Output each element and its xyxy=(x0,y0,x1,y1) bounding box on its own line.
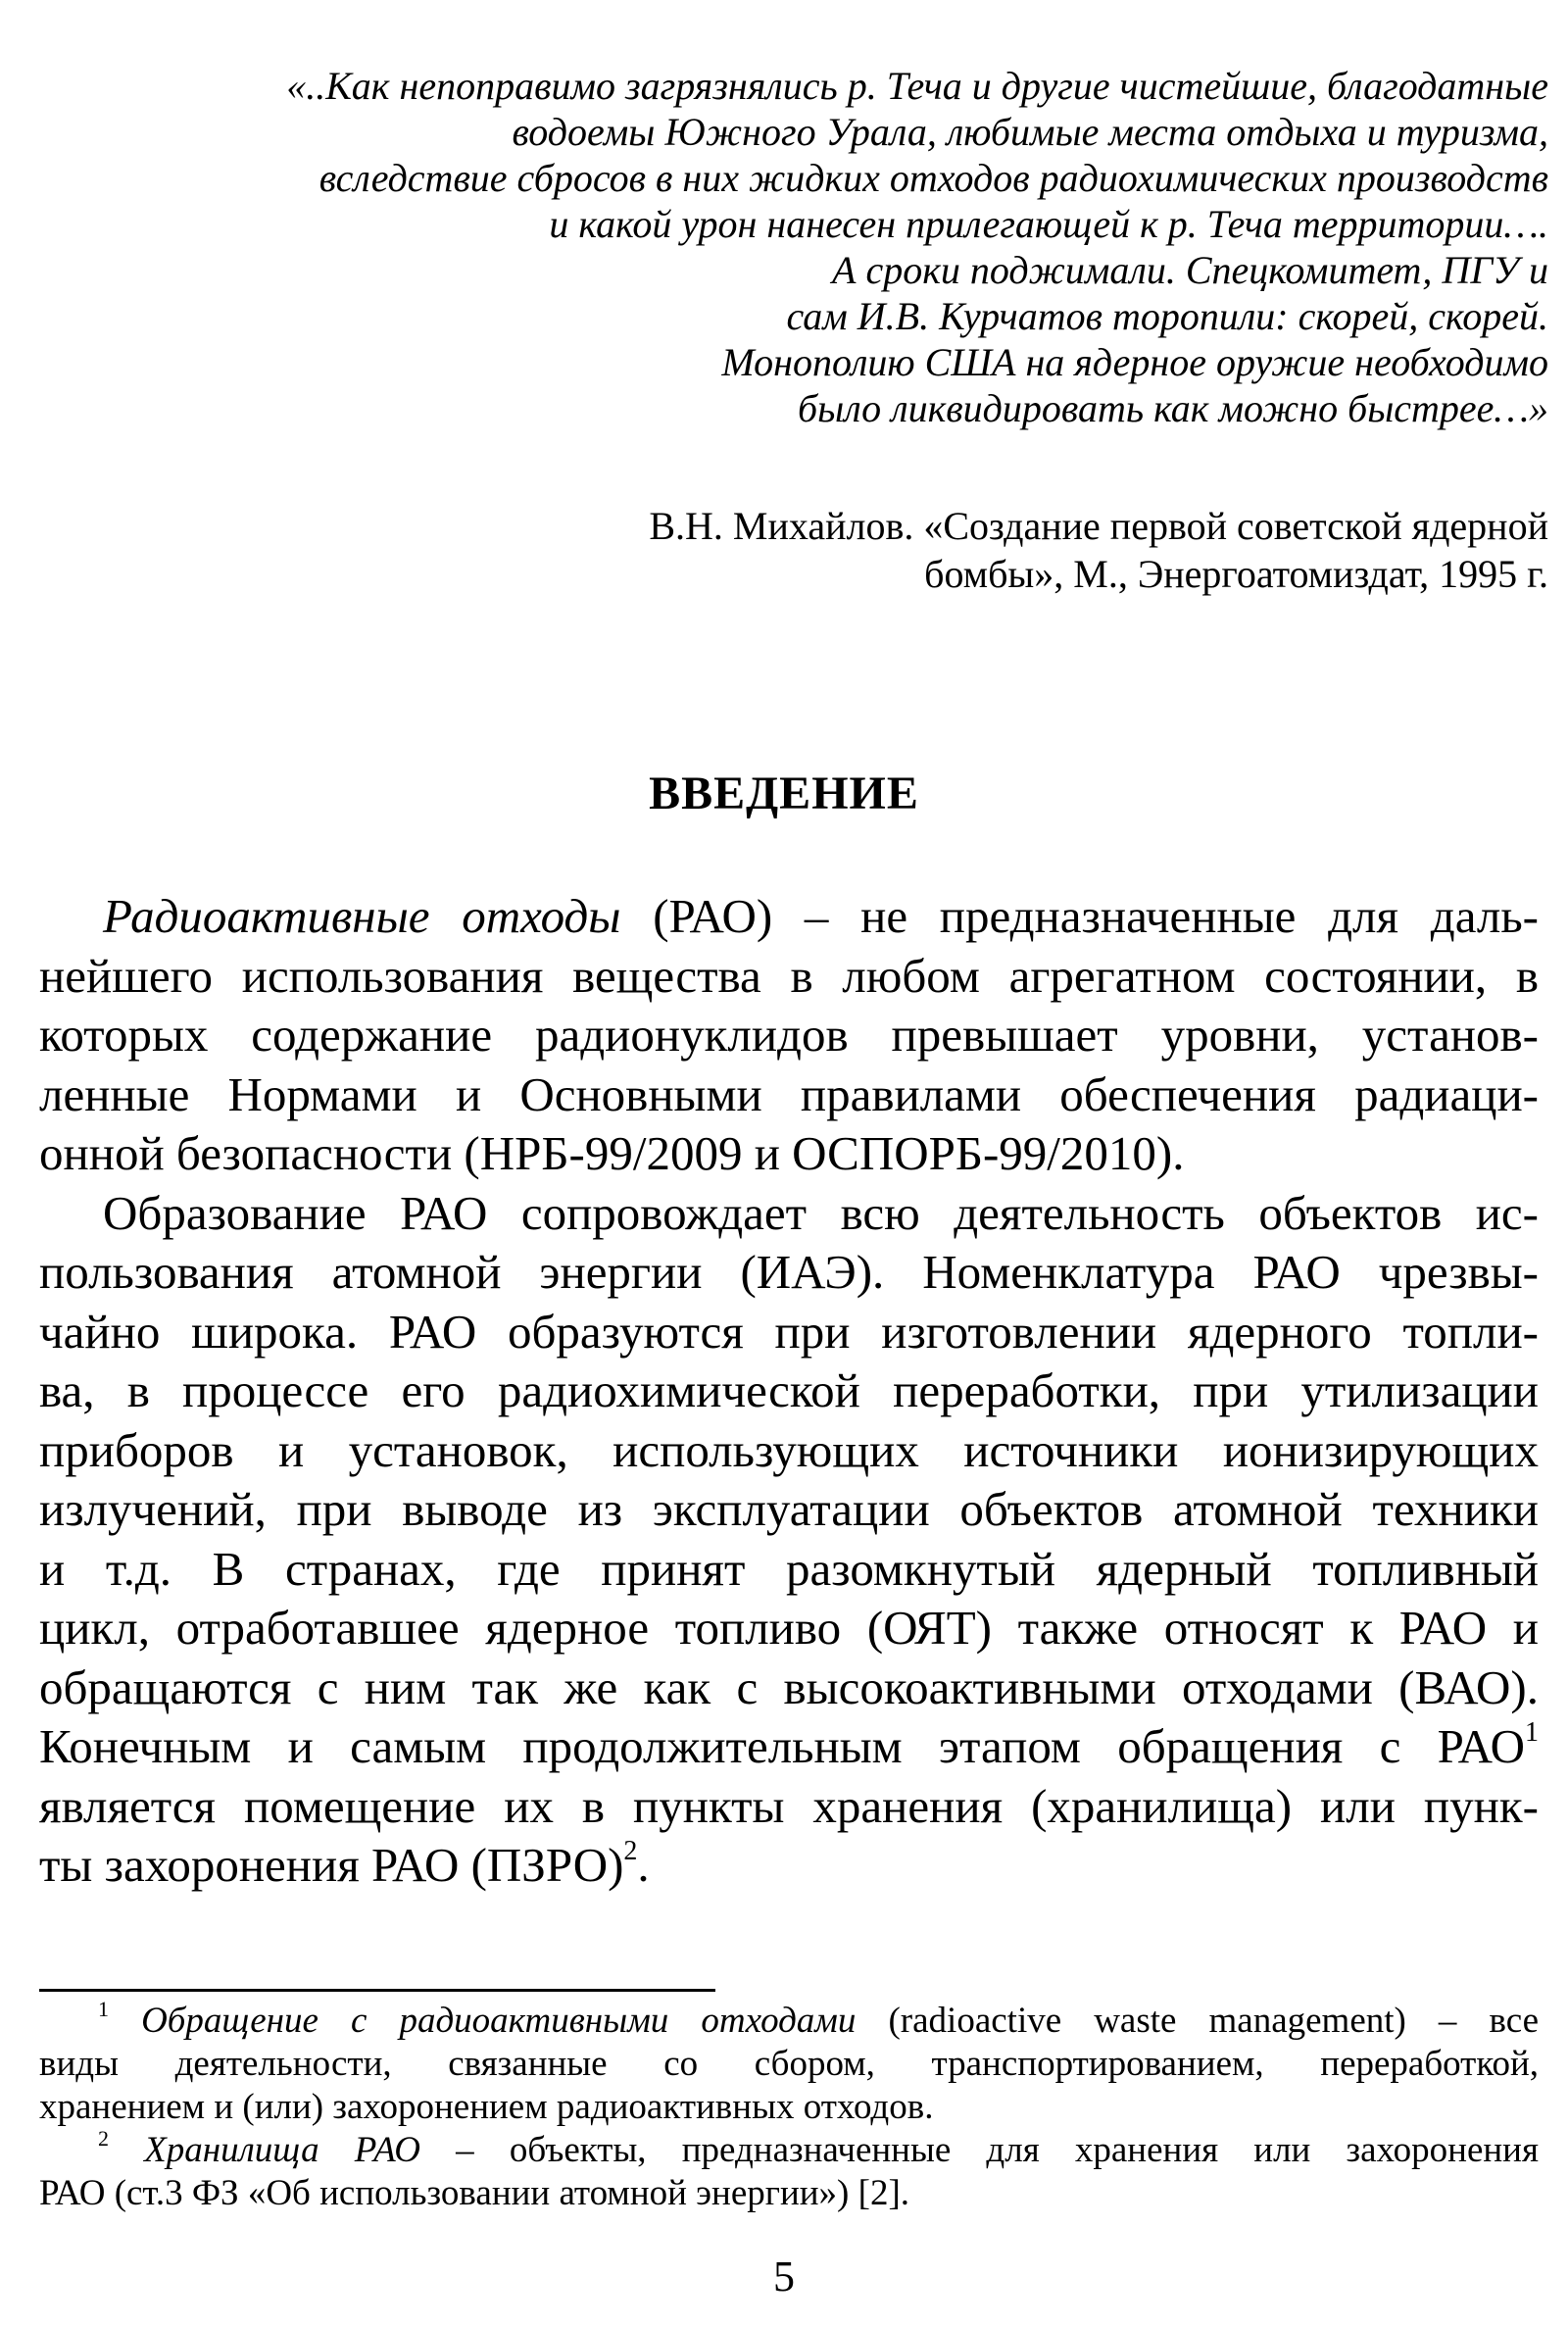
epigraph-line: «..Как непоправимо загрязнялись р. Теча и другие чистейшие, благодатные xyxy=(286,64,1548,108)
footnote-ref-1[interactable]: 1 xyxy=(1525,1717,1539,1748)
paragraph-text: . xyxy=(637,1838,650,1892)
paragraph-line: онной безопасности (НРБ-99/2009 и ОСПОРБ-99/2010). xyxy=(39,1126,1185,1180)
paragraph-1 xyxy=(39,887,1539,1184)
paragraph-line xyxy=(39,887,1539,947)
paragraph-line: обращаются с ним так же как с высокоактивными отходами (ВАО). xyxy=(39,1659,1539,1714)
footnote-2 xyxy=(39,2126,1539,2215)
paragraph-line: Образование РАО сопровождает всю деятельность объектов ис- xyxy=(103,1185,1539,1240)
source-line: В.Н. Михайлов. «Создание первой советской ядерной xyxy=(649,504,1548,548)
paragraph-text: ты захоронения РАО (ПЗРО) xyxy=(39,1838,624,1892)
epigraph-line: вследствие сбросов в них жидких отходов радиохимических производств xyxy=(318,156,1548,200)
epigraph-line: А сроки поджимали. Спецкомитет, ПГУ и xyxy=(832,248,1548,292)
body-text xyxy=(39,887,1539,1896)
footnote-line xyxy=(39,1997,1540,2043)
paragraph-text: (РАО) – не предназначенные для даль- xyxy=(620,889,1539,943)
footnote-line: хранением и (или) захоронением радиоактивных отходов. xyxy=(39,2087,934,2127)
paragraph-line: и т.д. В странах, где принят разомкнутый ядерный топливный xyxy=(39,1541,1539,1596)
footnote-term: Обращение с радиоактивными отходами xyxy=(141,2001,857,2041)
footnote-mark: 1 xyxy=(98,1997,109,2021)
footnotes xyxy=(39,1997,1540,2215)
footnote-mark: 2 xyxy=(98,2126,109,2151)
source-line: бомбы», М., Энергоатомиздат, 1995 г. xyxy=(924,552,1548,596)
footnote-text: (radioactive waste management) – все xyxy=(856,2001,1540,2041)
paragraph-line: пользования атомной энергии (ИАЭ). Номенклатура РАО чрезвы- xyxy=(39,1245,1539,1299)
paragraph-line: ленные Нормами и Основными правилами обеспечения радиаци- xyxy=(39,1066,1539,1121)
paragraph-line: которых содержание радионуклидов превышает уровни, установ- xyxy=(39,1008,1539,1062)
term-radioactive-waste: Радиоактивные отходы xyxy=(103,889,621,943)
epigraph-line: было ликвидировать как можно быстрее…» xyxy=(798,386,1548,430)
footnote-line: РАО (ст.3 ФЗ «Об использовании атомной энергии») [2]. xyxy=(39,2173,910,2213)
epigraph-line: водоемы Южного Урала, любимые места отдыха и туризма, xyxy=(512,110,1548,154)
footnote-text: – объекты, предназначенные для хранения или захоронения xyxy=(420,2130,1539,2170)
epigraph-source xyxy=(490,502,1548,598)
footnote-1 xyxy=(39,1997,1540,2129)
paragraph-line: ва, в процессе его радиохимической переработки, при утилизации xyxy=(39,1363,1539,1417)
section-heading: ВВЕДЕНИЕ xyxy=(649,767,919,819)
paragraph-text: Конечным и самым продолжительным этапом обращения с РАО xyxy=(39,1719,1525,1773)
paragraph-line: приборов и установок, использующих источники ионизирующих xyxy=(39,1422,1539,1477)
paragraph-line: нейшего использования вещества в любом агрегатном состоянии, в xyxy=(39,948,1539,1003)
page-number: 5 xyxy=(773,2252,795,2301)
paragraph-line xyxy=(39,1836,1539,1896)
paragraph-2 xyxy=(39,1184,1539,1896)
paragraph-line xyxy=(39,1717,1539,1777)
footnote-ref-2[interactable]: 2 xyxy=(623,1836,638,1866)
epigraph-line: Монополию США на ядерное оружие необходимо xyxy=(721,340,1548,384)
footnote-line xyxy=(39,2126,1539,2172)
paragraph-line: является помещение их в пункты хранения (хранилища) или пунк- xyxy=(39,1778,1539,1833)
epigraph xyxy=(147,63,1548,431)
epigraph-line: и какой урон нанесен прилегающей к р. Теча территории…. xyxy=(549,202,1548,246)
footnote-term: Хранилища РАО xyxy=(144,2130,421,2170)
footnote-separator xyxy=(39,1989,715,1992)
paragraph-line: чайно широка. РАО образуются при изготовлении ядерного топли- xyxy=(39,1304,1539,1359)
epigraph-line: сам И.В. Курчатов торопили: скорей, скорей. xyxy=(786,294,1548,338)
paragraph-line: цикл, отработавшее ядерное топливо (ОЯТ) также относят к РАО и xyxy=(39,1601,1539,1655)
paragraph-line: излучений, при выводе из эксплуатации объектов атомной техники xyxy=(39,1482,1539,1536)
footnote-line: виды деятельности, связанные со сбором, транспортированием, переработкой, xyxy=(39,2044,1539,2084)
